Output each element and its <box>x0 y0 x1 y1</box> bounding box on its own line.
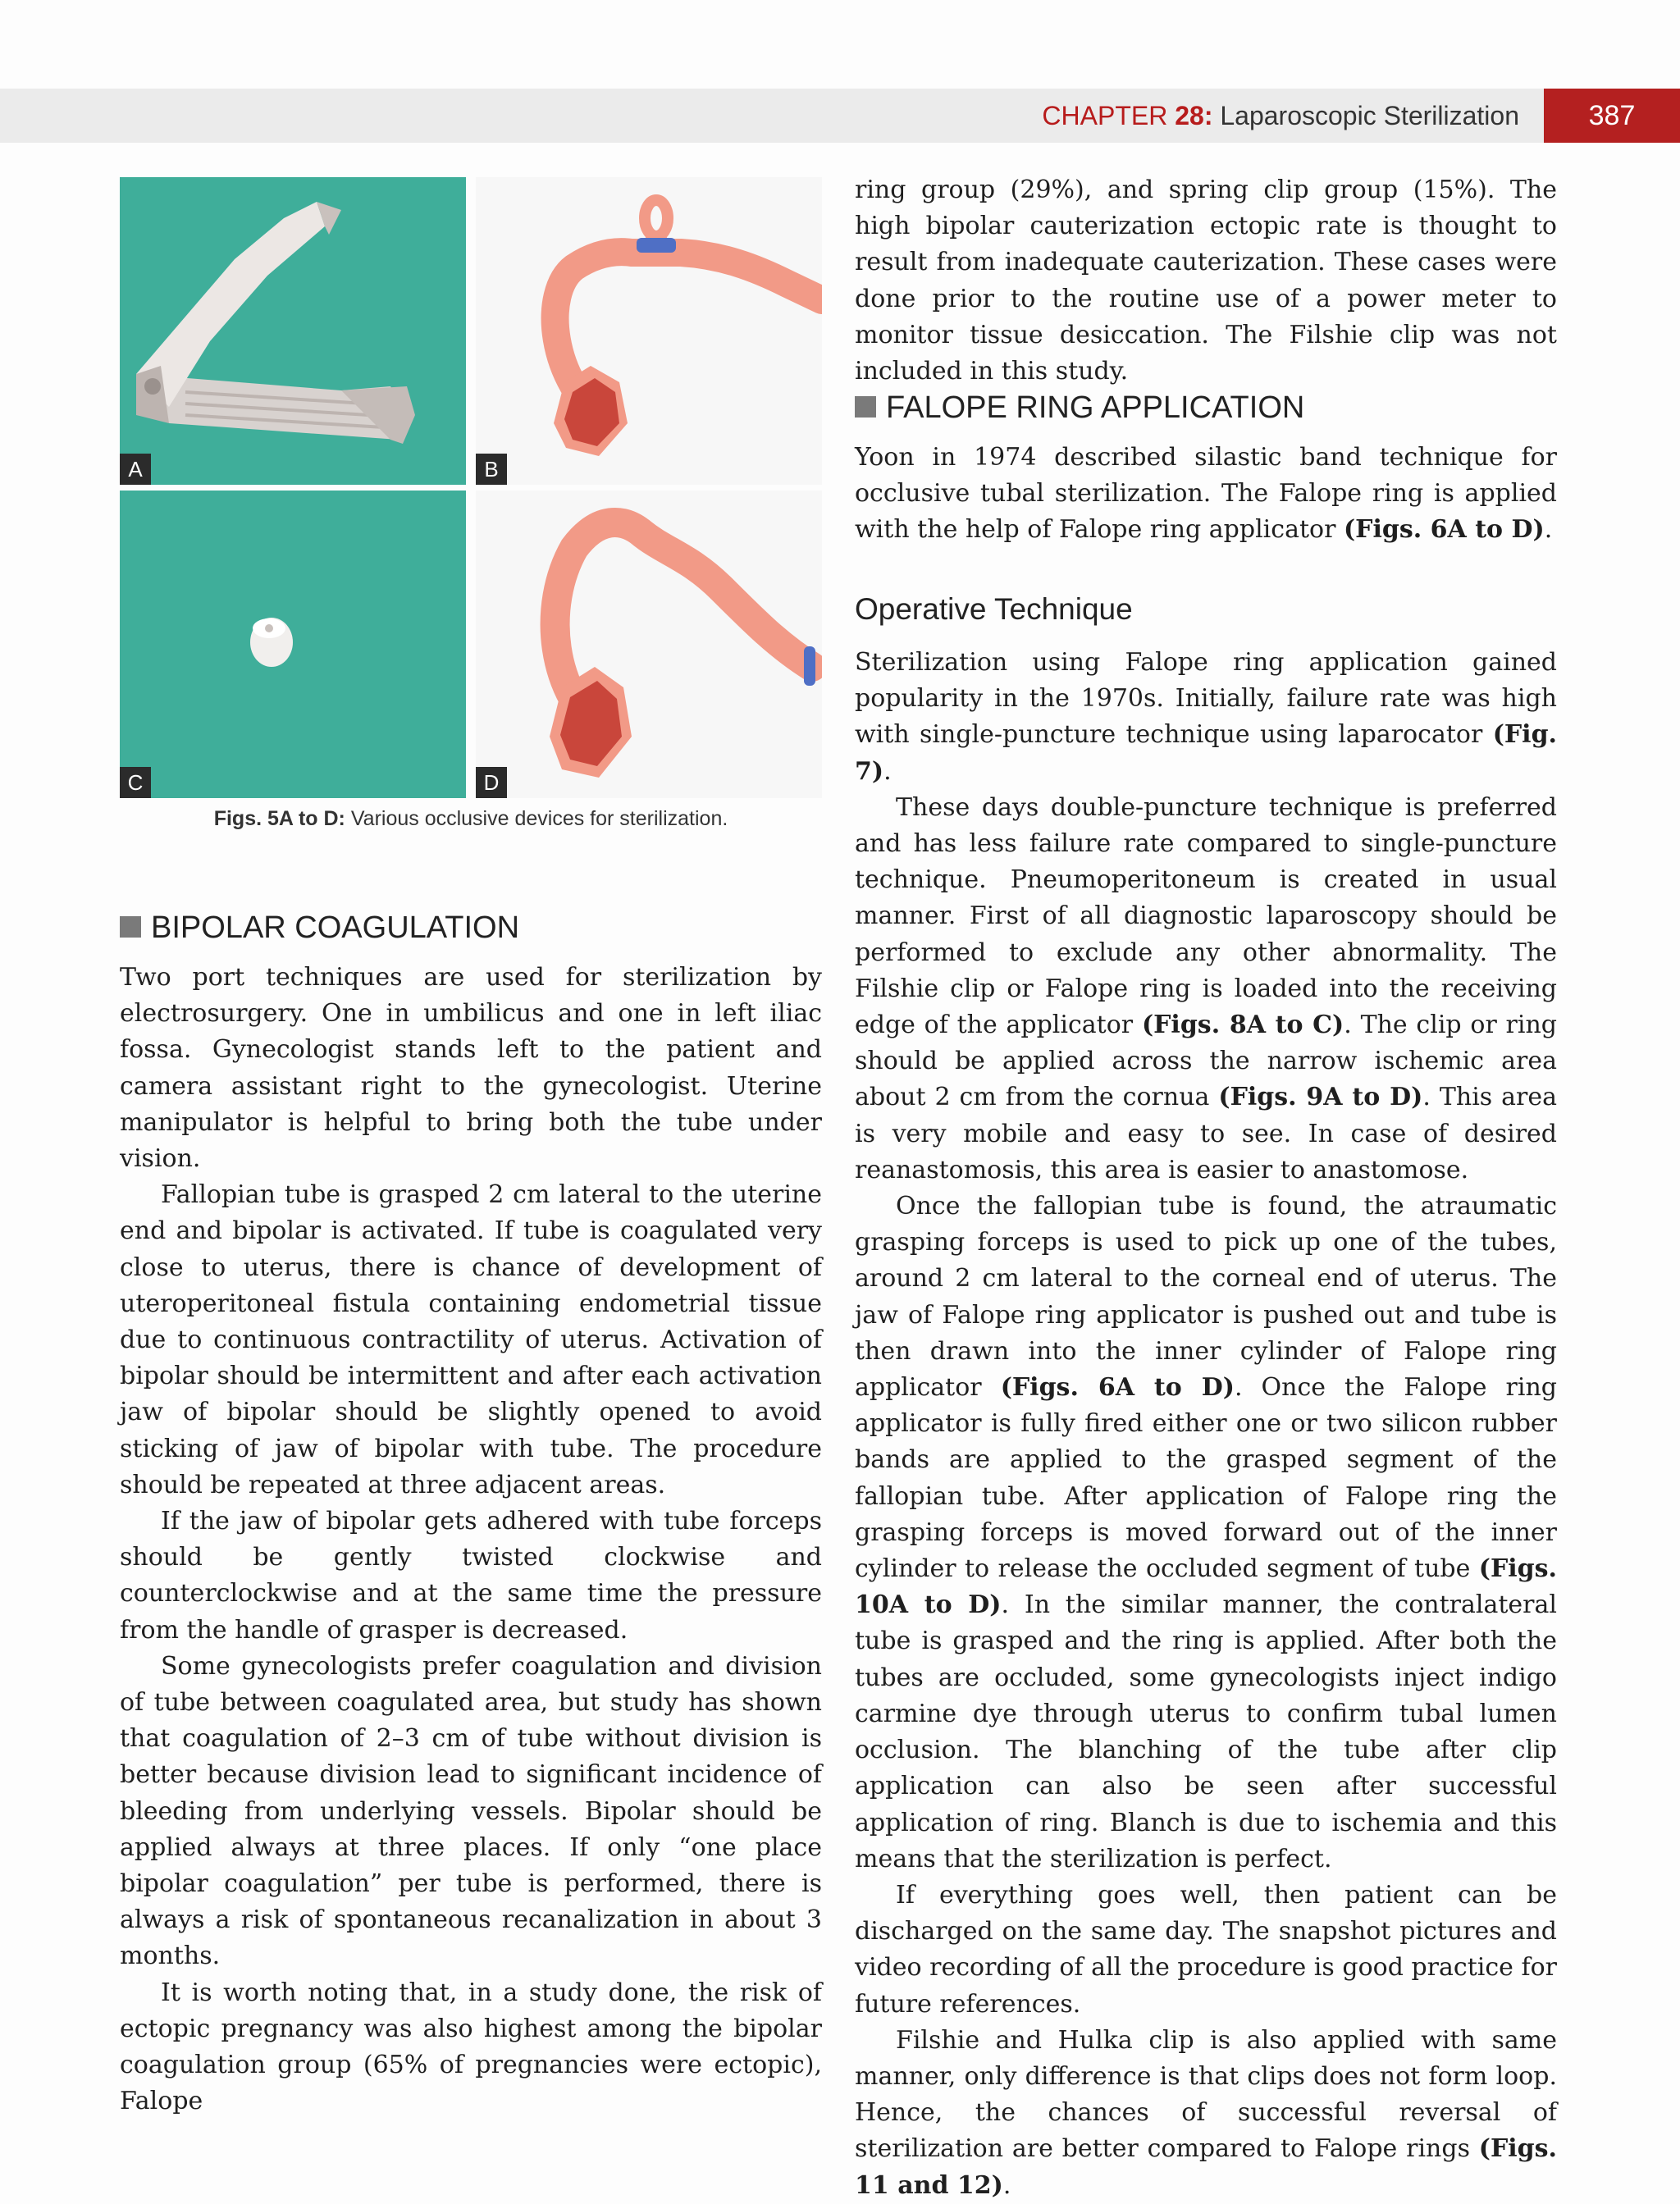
paragraph: These days double-puncture technique is preferred and has less failure rate compared to single-puncture technique. Pneumoperitoneum is created in usual manner. First of all diagnostic laparoscopy should be performed to exclude any other abnormality. The Filshie clip or Falope ring is loaded into the receiving edge of the applicator (Figs. 8A to C). The clip or ring should be applied across the narrow ischemic area about 2 cm from the cornua (Figs. 9A to D). This area is very mobile and easy to see. In case of desired reanastomosis, this area is easier to anastomose. <box>855 792 1558 1184</box>
bipolar-body-text <box>120 960 822 2120</box>
paragraph: ring group (29%), and spring clip group (15%). The high bipolar cauterization ectopic rate is thought to result from inadequate cauterization. These cases were done prior to the routine use of a power meter to monitor tissue desiccation. The Filshie clip was not included in this study. <box>855 176 1557 386</box>
figure-5 <box>120 177 822 797</box>
operative-body-text <box>855 645 1557 2204</box>
running-header <box>1042 89 1519 143</box>
chapter-label: CHAPTER 28: <box>1042 101 1213 130</box>
figure-reference: (Figs. 11 and 12) <box>855 2134 1557 2200</box>
falope-body-text <box>855 440 1557 549</box>
paragraph: Filshie and Hulka clip is also applied with same manner, only difference is that clips does not form loop. Hence, the chances of successful reversal of sterilization are better compared to Falope rings (Figs. 11 and 12). <box>855 2025 1557 2200</box>
figure-reference: (Figs. 10A to D) <box>855 1554 1557 1620</box>
figure-caption: Figs. 5A to D: Various occlusive devices for sterilization. <box>213 807 728 830</box>
figure-reference: (Figs. 8A to C) <box>1141 1011 1344 1040</box>
filshie-clip-illustration <box>120 177 466 485</box>
silastic-band-illustration <box>120 491 466 798</box>
paragraph: If everything goes well, then patient can be discharged on the same day. The snapshot pictures and video recording of all the procedure is good practice for future references. <box>855 1880 1557 2019</box>
figure-reference: (Figs. 6A to D) <box>1343 515 1545 545</box>
figure-panel-label: D <box>476 767 507 798</box>
paragraph: Fallopian tube is grasped 2 cm lateral to the uterine end and bipolar is activated. If tube is coagulated very close to uterus, there is chance of development of uteroperitoneal fistula containing endometrial tissue due to continuous contractility of uterus. Activation of bipolar should be intermittent and after each activation jaw of bipolar should be slightly opened to avoid sticking of jaw of bipolar with tube. The procedure should be repeated at three adjacent areas. <box>120 1180 822 1499</box>
tube-with-clip-illustration <box>476 491 822 798</box>
paragraph: Some gynecologists prefer coagulation and division of tube between coagulated area, but study has shown that coagulation of 2–3 cm of tube without division is better because division lead to significant incidence of bleeding from underlying vessels. Bipolar should be applied always at three places. If only “one place bipolar coagulation” per tube is performed, there is always a risk of spontaneous recanalization in about 3 months. <box>120 1651 822 1971</box>
figure-panel-label: A <box>120 454 151 485</box>
paragraph: If the jaw of bipolar gets adhered with tube forceps should be gently twisted clockwise and counterclockwise and at the same time the pressure from the handle of grasper is decreased. <box>120 1507 822 1645</box>
paragraph: Sterilization using Falope ring application gained popularity in the 1970s. Initially, failure rate was high with single-puncture technique using laparocator (Fig. 7). <box>855 648 1557 786</box>
page-number: 387 <box>1544 89 1680 143</box>
chapter-title: Laparoscopic Sterilization <box>1220 101 1519 130</box>
figure-panel-a <box>120 177 466 485</box>
figure-reference: (Figs. 6A to D) <box>1000 1373 1235 1403</box>
figure-panel-d <box>476 491 822 798</box>
figure-panel-b <box>476 177 822 485</box>
paragraph: Once the fallopian tube is found, the atraumatic grasping forceps is used to pick up one of the tubes, around 2 cm lateral to the corneal end of uterus. The jaw of Falope ring applicator is pushed out and tube is then drawn into the inner cylinder of Falope ring applicator (Figs. 6A to D). Once the Falope ring applicator is fully fired either one or two silicon rubber bands are applied to the grasped segment of the fallopian tube. After application of Falope ring the grasping forceps is moved forward out of the inner cylinder to release the occluded segment of tube (Figs. 10A to D). In the similar manner, the contralateral tube is grasped and the ring is applied. After both the tubes are occluded, some gynecologists inject indigo carmine dye through uterus to confirm tubal lumen occlusion. The blanching of the tube after clip application can also be seen after successful application of ring. Blanch is due to ischemia and this means that the sterilization is perfect. <box>855 1192 1557 1873</box>
figure-panel-c <box>120 491 466 798</box>
paragraph: Yoon in 1974 described silastic band technique for occlusive tubal sterilization. The Falope ring is applied with the help of Falope ring applicator (Figs. 6A to D). <box>855 443 1557 545</box>
subsection-heading-operative: Operative Technique <box>855 592 1133 626</box>
continued-text <box>855 172 1557 390</box>
figure-reference: (Fig. 7) <box>855 720 1557 786</box>
figure-reference: (Figs. 9A to D) <box>1218 1083 1423 1112</box>
figure-panel-label: B <box>476 454 507 485</box>
section-heading-falope: FALOPE RING APPLICATION <box>855 390 1304 426</box>
paragraph: It is worth noting that, in a study done, the risk of ectopic pregnancy was also highest among the bipolar coagulation group (65% of pregnancies were ectopic), Falope <box>120 1978 822 2116</box>
falope-ring-tube-illustration <box>476 177 822 485</box>
section-heading-bipolar: BIPOLAR COAGULATION <box>120 910 519 946</box>
heading-square-icon <box>855 396 876 418</box>
heading-square-icon <box>120 916 141 938</box>
figure-panel-label: C <box>120 767 151 798</box>
paragraph: Two port techniques are used for sterilization by electrosurgery. One in umbilicus and one in left iliac fossa. Gynecologist stands left to the patient and camera assistant right to the gynecologist. Uterine manipulator is helpful to bring both the tube under vision. <box>120 963 822 1174</box>
